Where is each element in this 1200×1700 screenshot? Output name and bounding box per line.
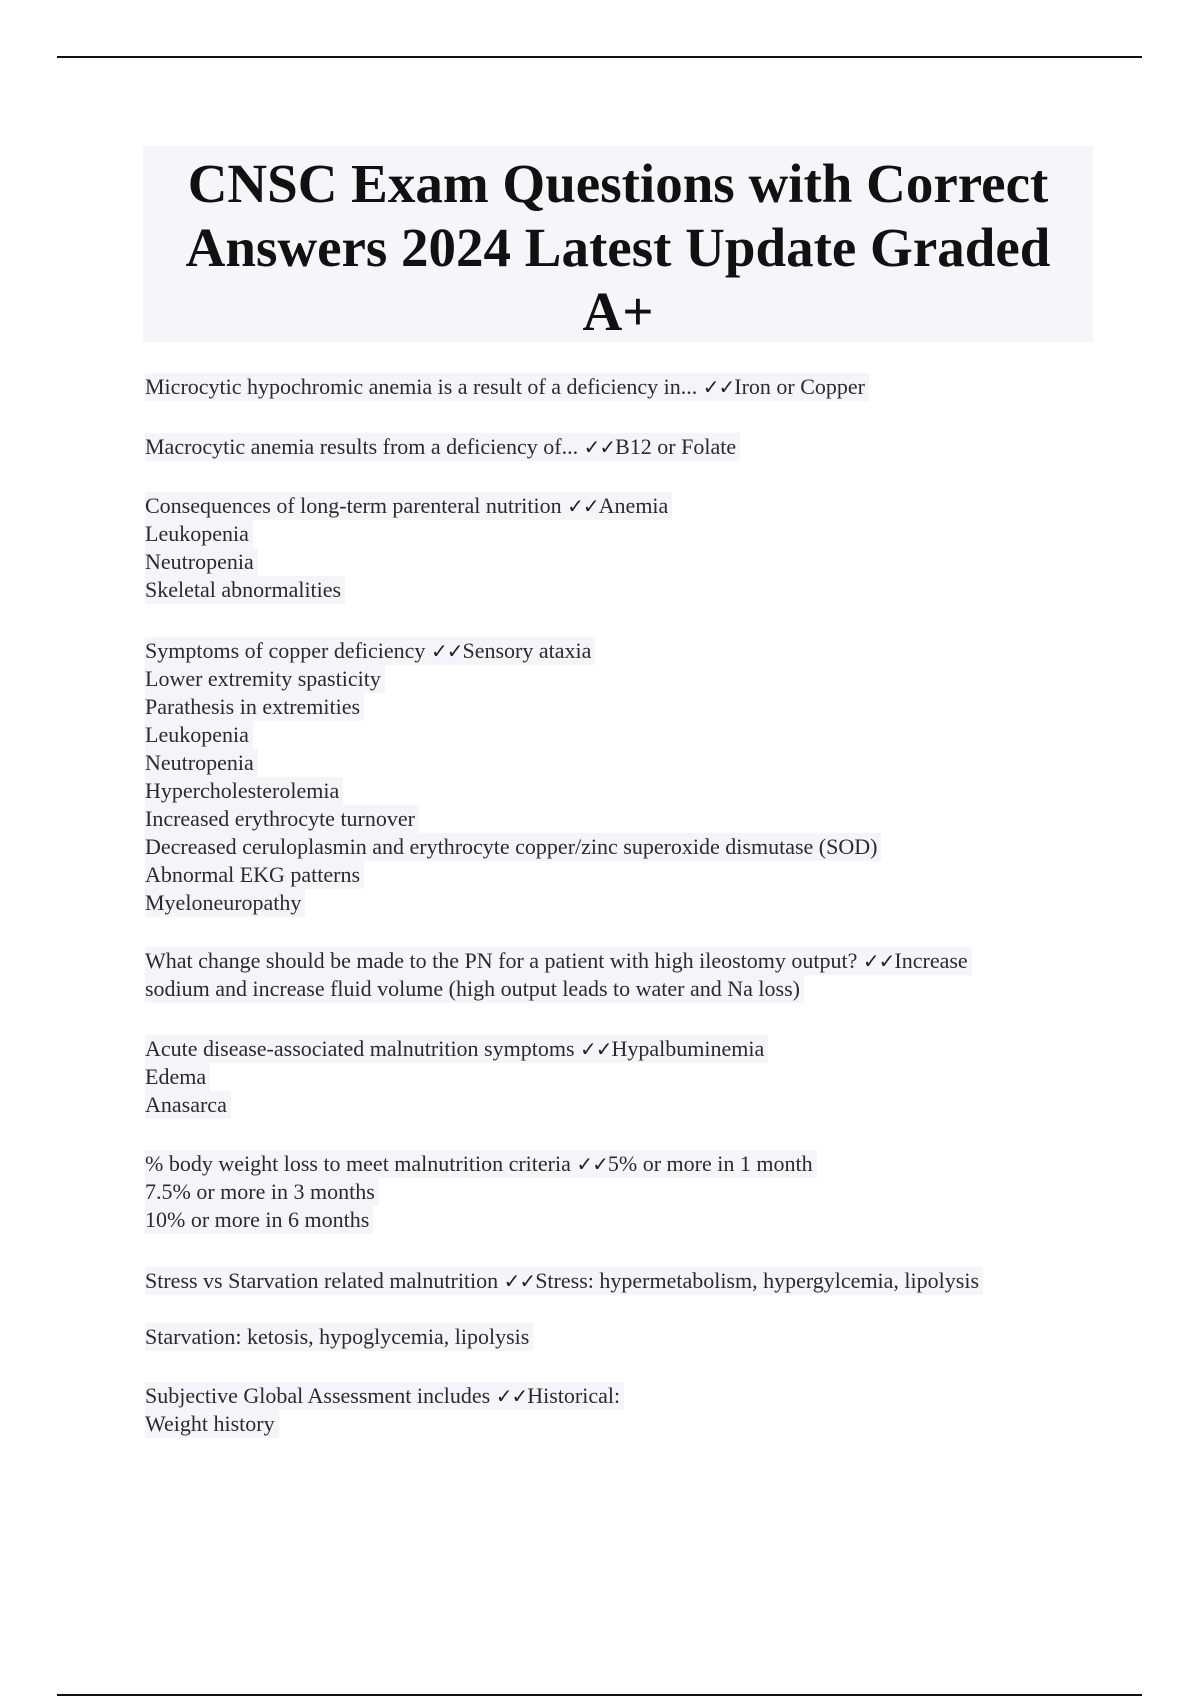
question-text: Acute disease-associated malnutrition symptoms bbox=[145, 1036, 575, 1061]
answer-line: Leukopenia bbox=[145, 520, 253, 548]
answer-text: Iron or Copper bbox=[734, 374, 866, 399]
answer-text: Stress: hypermetabolism, hypergylcemia, lipolysis bbox=[535, 1268, 980, 1293]
qa-item-starvation-detail bbox=[145, 1323, 533, 1351]
footer-rule bbox=[57, 1694, 1142, 1696]
question-text: Macrocytic anemia results from a deficiency of... bbox=[145, 434, 579, 459]
question-text: Consequences of long-term parenteral nutrition bbox=[145, 493, 562, 518]
answer-line: Starvation: ketosis, hypoglycemia, lipolysis bbox=[145, 1323, 533, 1351]
document-title bbox=[143, 146, 1093, 342]
answer-line: Neutropenia bbox=[145, 548, 258, 576]
qa-item-iron-copper bbox=[145, 373, 869, 401]
answer-line: sodium and increase fluid volume (high output leads to water and Na loss) bbox=[145, 975, 804, 1003]
answer-text: B12 or Folate bbox=[615, 434, 737, 459]
double-check-icon: ✓✓ bbox=[583, 435, 616, 459]
answer-line: Weight history bbox=[145, 1410, 279, 1438]
answer-text: Anemia bbox=[598, 493, 669, 518]
answer-line: Anasarca bbox=[145, 1091, 231, 1119]
answer-line: Leukopenia bbox=[145, 721, 253, 749]
answer-line: Lower extremity spasticity bbox=[145, 665, 385, 693]
qa-item-sga bbox=[145, 1382, 624, 1438]
double-check-icon: ✓✓ bbox=[580, 1037, 612, 1061]
double-check-icon: ✓✓ bbox=[702, 375, 735, 399]
answer-line: Abnormal EKG patterns bbox=[145, 861, 364, 889]
answer-line: Edema bbox=[145, 1063, 210, 1091]
double-check-icon: ✓✓ bbox=[567, 494, 599, 518]
answer-text: Increase bbox=[894, 948, 968, 973]
answer-line: Decreased ceruloplasmin and erythrocyte copper/zinc superoxide dismutase (SOD) bbox=[145, 833, 881, 861]
qa-item-stress-starvation bbox=[145, 1267, 983, 1295]
answer-line: Myeloneuropathy bbox=[145, 889, 305, 917]
answer-text: Hypalbuminemia bbox=[611, 1036, 765, 1061]
question-text: Subjective Global Assessment includes bbox=[145, 1383, 491, 1408]
qa-item-weight-loss-criteria bbox=[145, 1150, 817, 1234]
title-line-1: CNSC Exam Questions with Correct bbox=[187, 153, 1049, 214]
question-text: % body weight loss to meet malnutrition criteria bbox=[145, 1151, 571, 1176]
title-line-2: Answers 2024 Latest Update Graded bbox=[185, 217, 1051, 278]
answer-text: 5% or more in 1 month bbox=[607, 1151, 813, 1176]
answer-line: Neutropenia bbox=[145, 749, 258, 777]
answer-line: Parathesis in extremities bbox=[145, 693, 364, 721]
answer-line: Skeletal abnormalities bbox=[145, 576, 345, 604]
answer-line: Increased erythrocyte turnover bbox=[145, 805, 419, 833]
question-text: Microcytic hypochromic anemia is a result of a deficiency in... bbox=[145, 374, 698, 399]
qa-item-ileostomy-output bbox=[145, 947, 972, 1003]
answer-line: 10% or more in 6 months bbox=[145, 1206, 373, 1234]
answer-text: Sensory ataxia bbox=[462, 638, 592, 663]
double-check-icon: ✓✓ bbox=[495, 1384, 528, 1408]
answer-line: 7.5% or more in 3 months bbox=[145, 1178, 379, 1206]
double-check-icon: ✓✓ bbox=[862, 949, 895, 973]
question-text: Stress vs Starvation related malnutrition bbox=[145, 1268, 499, 1293]
question-text: What change should be made to the PN for a patient with high ileostomy output? bbox=[145, 948, 858, 973]
title-line-3: A+ bbox=[582, 281, 654, 342]
qa-item-b12-folate bbox=[145, 433, 740, 461]
qa-item-pn-consequences bbox=[145, 492, 672, 604]
double-check-icon: ✓✓ bbox=[503, 1269, 536, 1293]
double-check-icon: ✓✓ bbox=[576, 1152, 608, 1176]
double-check-icon: ✓✓ bbox=[430, 639, 463, 663]
question-text: Symptoms of copper deficiency bbox=[145, 638, 426, 663]
answer-line: Hypercholesterolemia bbox=[145, 777, 343, 805]
qa-item-copper-deficiency bbox=[145, 637, 881, 917]
qa-item-acute-malnutrition bbox=[145, 1035, 768, 1119]
answer-text: Historical: bbox=[527, 1383, 621, 1408]
header-rule bbox=[57, 56, 1142, 58]
